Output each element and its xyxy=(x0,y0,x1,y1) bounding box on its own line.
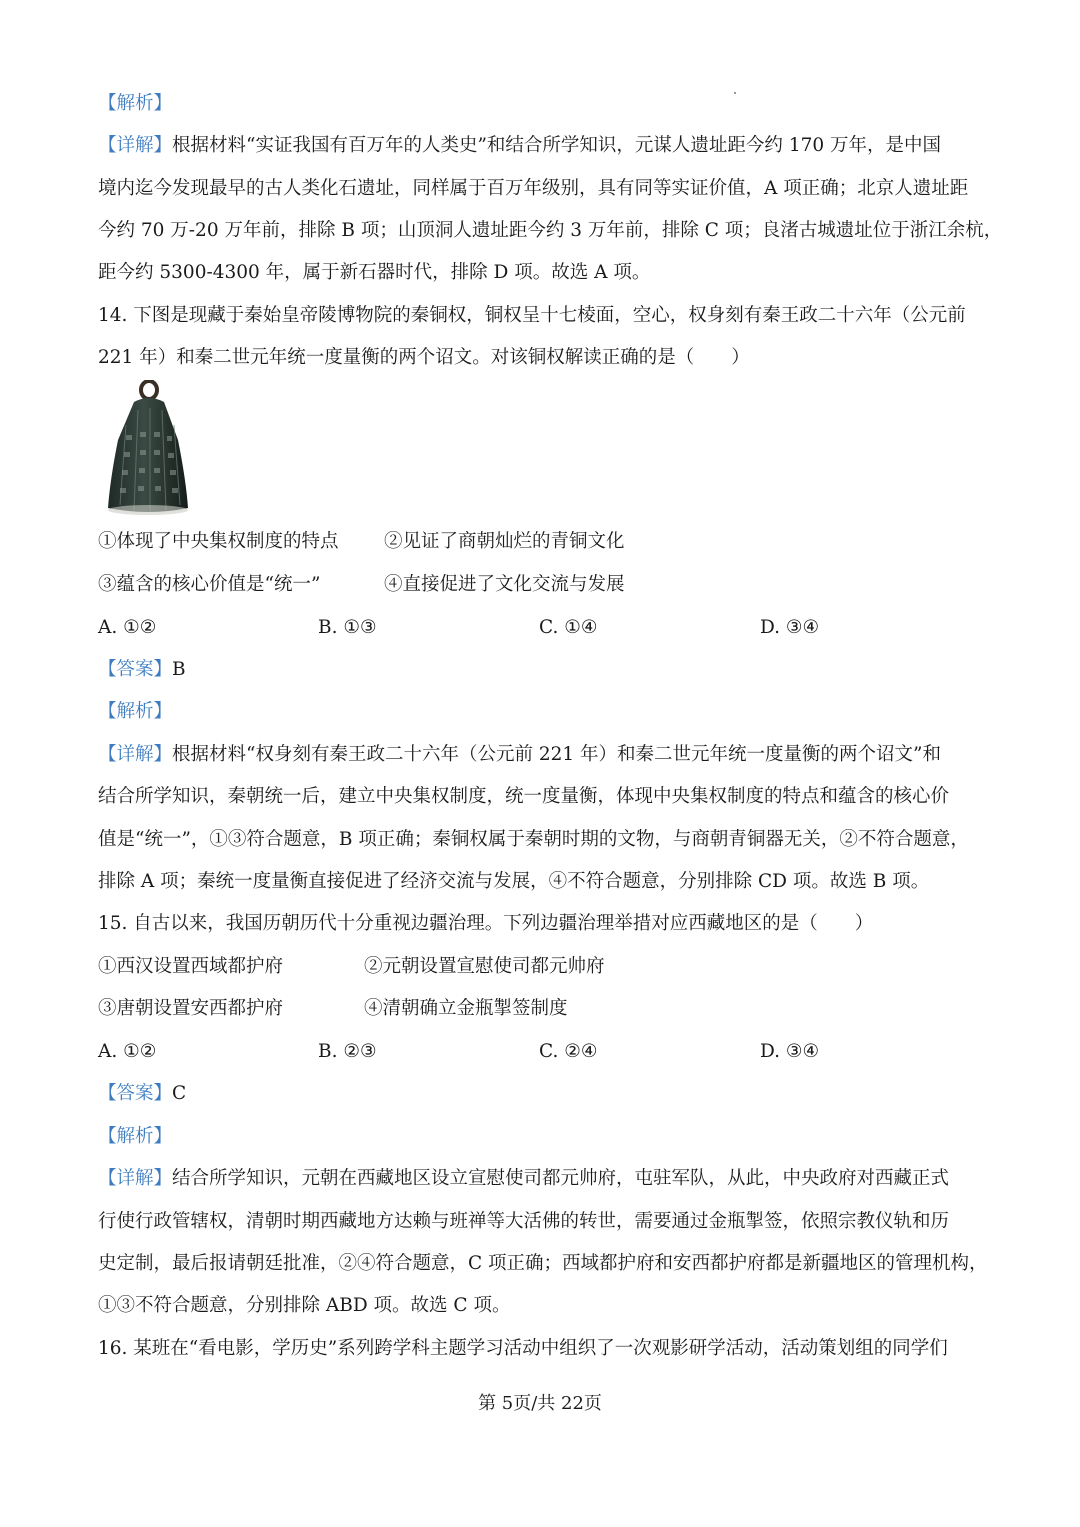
detail-line: 今约 70 万-20 万年前，排除 B 项；山顶洞人遗址距今约 3 万年前，排除 C 项；良渚古城遗址位于浙江余杭， xyxy=(98,220,1003,241)
page-footer: 第 5页/共 22页 xyxy=(478,1393,602,1414)
answer-line xyxy=(98,658,982,682)
answer-value: B xyxy=(172,659,186,680)
answer-label: 【答案】 xyxy=(98,659,173,680)
statement: ④清朝确立金瓶掣签制度 xyxy=(364,998,568,1019)
detail-line: 【详解】根据材料“实证我国有百万年的人类史”和结合所学知识，元谋人遗址距今约 170 万年，是中国 xyxy=(98,135,942,156)
statement: ①西汉设置西域都护府 xyxy=(98,956,284,977)
option-b: B. ②③ xyxy=(318,1041,377,1062)
detail-line: 距今约 5300-4300 年，属于新石器时代，排除 D 项。故选 A 项。 xyxy=(98,262,651,283)
option-b: B. ①③ xyxy=(318,617,377,638)
statement: ②见证了商朝灿烂的青铜文化 xyxy=(384,531,625,552)
detail-line: ①③不符合题意，分别排除 ABD 项。故选 C 项。 xyxy=(98,1295,511,1316)
option-d: D. ③④ xyxy=(760,617,820,638)
statement: ②元朝设置宣慰使司都元帅府 xyxy=(364,956,605,977)
question-16-stem: 16. 某班在“看电影，学历史”系列跨学科主题学习活动中组织了一次观影研学活动，活动策划组的同学们 xyxy=(98,1338,948,1359)
analysis-label: 【解析】 xyxy=(98,701,173,722)
option-a: A. ①② xyxy=(98,617,157,638)
statement: ④直接促进了文化交流与发展 xyxy=(384,574,625,595)
statement: ③唐朝设置安西都护府 xyxy=(98,998,284,1019)
question-14-stem: 221 年）和秦二世元年统一度量衡的两个诏文。对该铜权解读正确的是（ ） xyxy=(98,347,750,368)
option-c: C. ①④ xyxy=(539,617,598,638)
question-14-stem: 14. 下图是现藏于秦始皇帝陵博物院的秦铜权，铜权呈十七棱面，空心，权身刻有秦王政二十六年（公元前 xyxy=(98,305,966,326)
detail-line: 史定制，最后报请朝廷批准，②④符合题意，C 项正确；西域都护府和安西都护府都是新疆地区的管理机构， xyxy=(98,1253,988,1274)
answer-label: 【答案】 xyxy=(98,1083,173,1104)
detail-line: 【详解】根据材料“权身刻有秦王政二十六年（公元前 221 年）和秦二世元年统一度量衡的两个诏文”和 xyxy=(98,744,942,765)
answer-line xyxy=(98,1082,982,1106)
answer-value: C xyxy=(172,1083,187,1104)
analysis-label: 【解析】 xyxy=(98,1126,173,1147)
detail-line: 【详解】结合所学知识，元朝在西藏地区设立宣慰使司都元帅府，屯驻军队，从此，中央政府对西藏正式 xyxy=(98,1168,950,1189)
question-15-stem: 15. 自古以来，我国历朝历代十分重视边疆治理。下列边疆治理举措对应西藏地区的是（ ） xyxy=(98,913,874,934)
option-c: C. ②④ xyxy=(539,1041,598,1062)
option-d: D. ③④ xyxy=(760,1041,820,1062)
detail-label: 【详解】 xyxy=(98,744,173,765)
detail-label: 【详解】 xyxy=(98,135,173,156)
detail-label: 【详解】 xyxy=(98,1168,173,1189)
detail-line: 行使行政管辖权，清朝时期西藏地方达赖与班禅等大活佛的转世，需要通过金瓶掣签，依照宗教仪轨和历 xyxy=(98,1211,950,1232)
analysis-label: 【解析】 xyxy=(98,93,173,114)
detail-line: 排除 A 项；秦统一度量衡直接促进了经济交流与发展，④不符合题意，分别排除 CD 项。故选 B 项。 xyxy=(98,871,930,892)
bronze-weight-image xyxy=(104,380,190,518)
option-a: A. ①② xyxy=(98,1041,157,1062)
detail-line: 结合所学知识，秦朝统一后，建立中央集权制度，统一度量衡，体现中央集权制度的特点和蕴含的核心价 xyxy=(98,786,950,807)
detail-line: 境内迄今发现最早的古人类化石遗址，同样属于百万年级别，具有同等实证价值，A 项正确；北京人遗址距 xyxy=(98,178,969,199)
detail-line: 值是“统一”，①③符合题意，B 项正确；秦铜权属于秦朝时期的文物，与商朝青铜器无关，②不符合题意， xyxy=(98,829,969,850)
statement: ③蕴含的核心价值是“统一” xyxy=(98,574,321,595)
statement: ①体现了中央集权制度的特点 xyxy=(98,531,339,552)
